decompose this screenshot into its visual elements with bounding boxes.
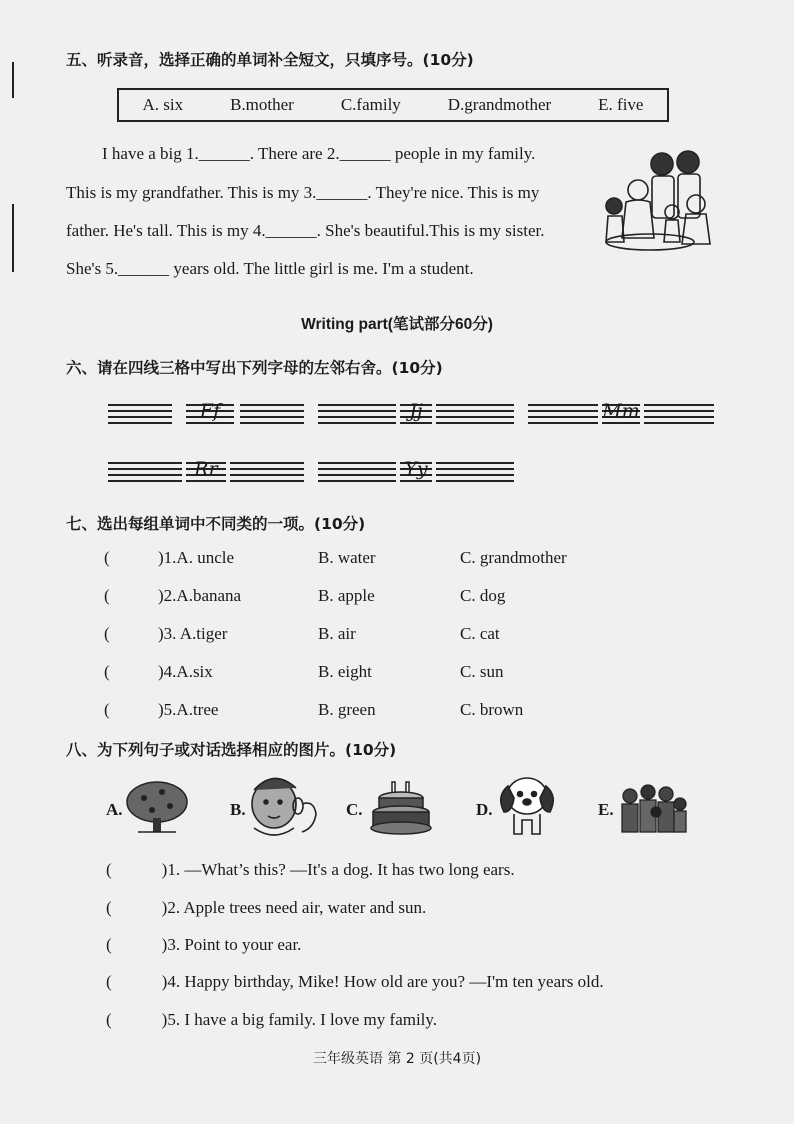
option-c-text: C. dog xyxy=(460,586,506,605)
section7-title: 七、选出每组单词中不同类的一项。(10分) xyxy=(66,515,366,533)
passage-line: She's 5.______ years old. The little girl is me. I'm a student. xyxy=(66,259,474,278)
answer-blank[interactable]: ( xyxy=(104,624,110,643)
question-row xyxy=(0,700,794,722)
option-a-text: )3. A.tiger xyxy=(158,624,228,643)
dog-icon xyxy=(494,772,560,840)
option-b: B.mother xyxy=(230,95,294,114)
section5-title: 五、听录音，选择正确的单词补全短文，只填序号。(10分) xyxy=(66,51,474,69)
question-text: )2. Apple trees need air, water and sun. xyxy=(161,898,427,917)
family-illustration xyxy=(600,146,718,254)
option-a-text: )2.A.banana xyxy=(158,586,242,605)
option-b-text: B. eight xyxy=(318,662,372,681)
given-letter: Jj xyxy=(409,400,423,422)
answer-blank[interactable]: ( xyxy=(106,935,112,954)
section6-title: 六、请在四线三格中写出下列字母的左邻右舍。(10分) xyxy=(66,359,443,377)
four-line-staff[interactable] xyxy=(318,462,396,486)
option-b-text: B. air xyxy=(318,624,356,643)
picture-label-c: C. xyxy=(346,800,363,819)
passage-line: I have a big 1.______. There are 2.______ people in my family. xyxy=(102,144,536,163)
four-line-staff[interactable] xyxy=(230,462,304,486)
picture-label-b: B. xyxy=(230,800,246,819)
question-row xyxy=(106,1010,437,1030)
four-line-staff[interactable] xyxy=(644,404,714,428)
question-text: )4. Happy birthday, Mike! How old are you? —I'm ten years old. xyxy=(161,972,604,991)
answer-blank[interactable]: ( xyxy=(106,972,112,991)
option-c-text: C. grandmother xyxy=(460,548,567,567)
question-text: )3. Point to your ear. xyxy=(161,935,302,954)
picture-label-e: E. xyxy=(598,800,614,819)
question-text: )1. —What’s this? —It's a dog. It has two long ears. xyxy=(161,860,515,879)
passage-line: father. He's tall. This is my 4.______. She's beautiful.This is my sister. xyxy=(66,221,545,240)
option-b-text: B. water xyxy=(318,548,376,567)
question-text: )5. I have a big family. I love my family. xyxy=(161,1010,438,1029)
birthday-cake-icon xyxy=(368,778,434,836)
picture-label-a: A. xyxy=(106,800,123,819)
margin-mark xyxy=(12,204,14,272)
given-letter: Ff xyxy=(199,400,221,422)
given-letter: Mm xyxy=(602,400,640,422)
page-footer: 三年级英语 第 2 页(共4页) xyxy=(312,1051,482,1067)
section8-title: 八、为下列句子或对话选择相应的图片。(10分) xyxy=(66,741,397,759)
option-c-text: C. cat xyxy=(460,624,500,643)
four-line-staff[interactable] xyxy=(436,404,514,428)
answer-blank[interactable]: ( xyxy=(104,700,110,719)
given-letter: Yy xyxy=(404,458,428,480)
option-c-text: C. brown xyxy=(460,700,524,719)
question-row xyxy=(106,935,301,955)
question-row xyxy=(106,898,426,918)
question-row xyxy=(0,548,794,570)
option-e: E. five xyxy=(598,95,644,114)
option-a-text: )1.A. uncle xyxy=(158,548,235,567)
picture-label-d: D. xyxy=(476,800,493,819)
four-line-staff[interactable] xyxy=(240,404,304,428)
option-d: D.grandmother xyxy=(447,95,552,114)
question-row xyxy=(0,662,794,684)
option-a-text: )5.A.tree xyxy=(158,700,219,719)
answer-blank[interactable]: ( xyxy=(104,662,110,681)
family-icon xyxy=(616,782,688,836)
margin-mark xyxy=(12,62,14,98)
option-c-text: C. sun xyxy=(460,662,504,681)
four-line-staff[interactable] xyxy=(108,462,182,486)
boy-pointing-ear-icon xyxy=(244,774,320,840)
answer-blank[interactable]: ( xyxy=(104,548,110,567)
four-line-staff[interactable] xyxy=(436,462,514,486)
question-row xyxy=(106,972,604,992)
four-line-staff[interactable] xyxy=(528,404,598,428)
option-b-text: B. apple xyxy=(318,586,375,605)
writing-part-heading: Writing part(笔试部分60分) xyxy=(301,316,493,333)
answer-blank[interactable]: ( xyxy=(106,1010,112,1029)
answer-blank[interactable]: ( xyxy=(106,860,112,879)
answer-blank[interactable]: ( xyxy=(104,586,110,605)
four-line-staff[interactable] xyxy=(108,404,172,428)
word-options-box xyxy=(117,88,669,122)
question-row xyxy=(0,624,794,646)
question-row xyxy=(0,586,794,608)
question-row xyxy=(106,860,515,880)
given-letter: Rr xyxy=(194,458,218,480)
answer-blank[interactable]: ( xyxy=(106,898,112,917)
option-a-text: )4.A.six xyxy=(158,662,213,681)
apple-tree-icon xyxy=(124,780,190,834)
option-a: A. six xyxy=(142,95,184,114)
option-c: C.family xyxy=(340,95,401,114)
passage-line: This is my grandfather. This is my 3.______. They're nice. This is my xyxy=(66,183,540,202)
four-line-staff[interactable] xyxy=(318,404,396,428)
option-b-text: B. green xyxy=(318,700,376,719)
